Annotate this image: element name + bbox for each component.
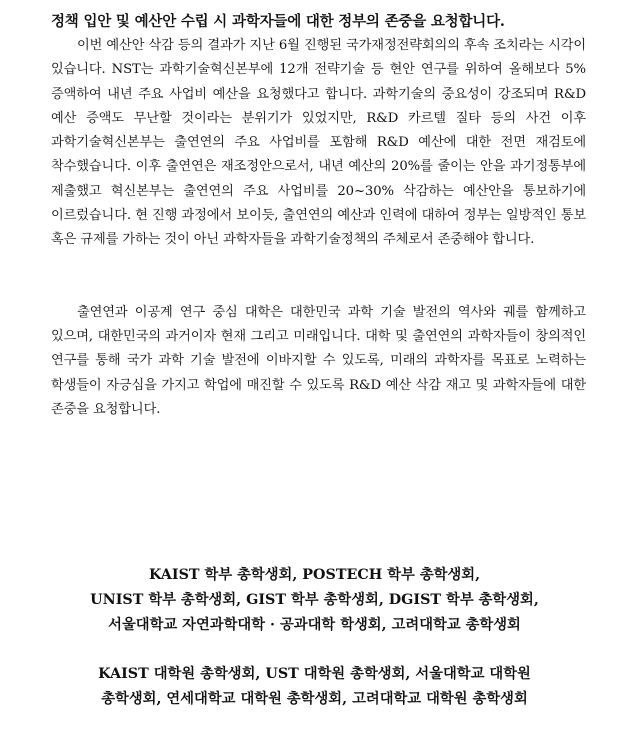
undergraduate-signatories — [0, 563, 629, 638]
signatory-line: 총학생회, 연세대학교 대학원 총학생회, 고려대학교 대학원 총학생회 — [101, 691, 528, 707]
signatories-block — [0, 563, 629, 712]
paragraph-request: 출연연과 이공계 연구 중심 대학은 대한민국 과학 기술 발전의 역사와 궤를 함께하고 있으며, 대한민국의 과거이자 현재 그리고 미래입니다. 대학 및 출연연의 과학자들이 창의적인 연구를 통해 국가 과학 기술 발전에 이바지할 수 있도록, 미래의 과학자를 목표로 노력하는 학생들이 자긍심을 가지고 학업에 매진할 수 있도록 R&D 예산 삭감 재고 및 과학자들에 대한 존중을 요청합니다. — [51, 304, 586, 417]
paragraph-budget-context: 이번 예산안 삭감 등의 결과가 지난 6월 진행된 국가재정전략회의의 후속 조치라는 시각이 있습니다. NST는 과학기술혁신본부에 12개 전략기술 등 현안 연구를 위하여 올해보다 5% 증액하여 내년 주요 사업비 예산을 요청했다고 합니다. 과학기술의 중요성이 강조되며 R&D 예산 증액도 무난할 것이라는 분위기가 있었지만, R&D 카르텔 질타 등의 사건 이후 과학기술혁신본부는 출연연의 주요 사업비를 포함해 R&D 예산에 대한 전면 재검토에 착수했습니다. 이후 출연연은 재조정안으로서, 내년 예산의 20%를 줄이는 안을 과기정통부에 제출했고 혁신본부는 출연연의 주요 사업비를 20~30% 삭감하는 예산안을 통보하기에 이르렀습니다. 현 진행 과정에서 보이듯, 출연연의 예산과 인력에 대하여 정부는 일방적인 통보 혹은 규제를 가하는 것이 아닌 과학자들을 과학기술정책의 주체로서 존중해야 합니다. — [51, 38, 586, 248]
graduate-signatories — [0, 662, 629, 712]
signatory-line: KAIST 대학원 총학생회, UST 대학원 총학생회, 서울대학교 대학원 — [98, 666, 531, 682]
statement-heading: 정책 입안 및 예산안 수립 시 과학자들에 대한 정부의 존중을 요청합니다. — [51, 13, 505, 30]
signatory-line: 서울대학교 자연과학대학 · 공과대학 학생회, 고려대학교 총학생회 — [108, 617, 521, 633]
signatory-line: KAIST 학부 총학생회, POSTECH 학부 총학생회, — [148, 567, 481, 583]
signatory-line: UNIST 학부 총학생회, GIST 학부 총학생회, DGIST 학부 총학생회, — [90, 592, 539, 608]
